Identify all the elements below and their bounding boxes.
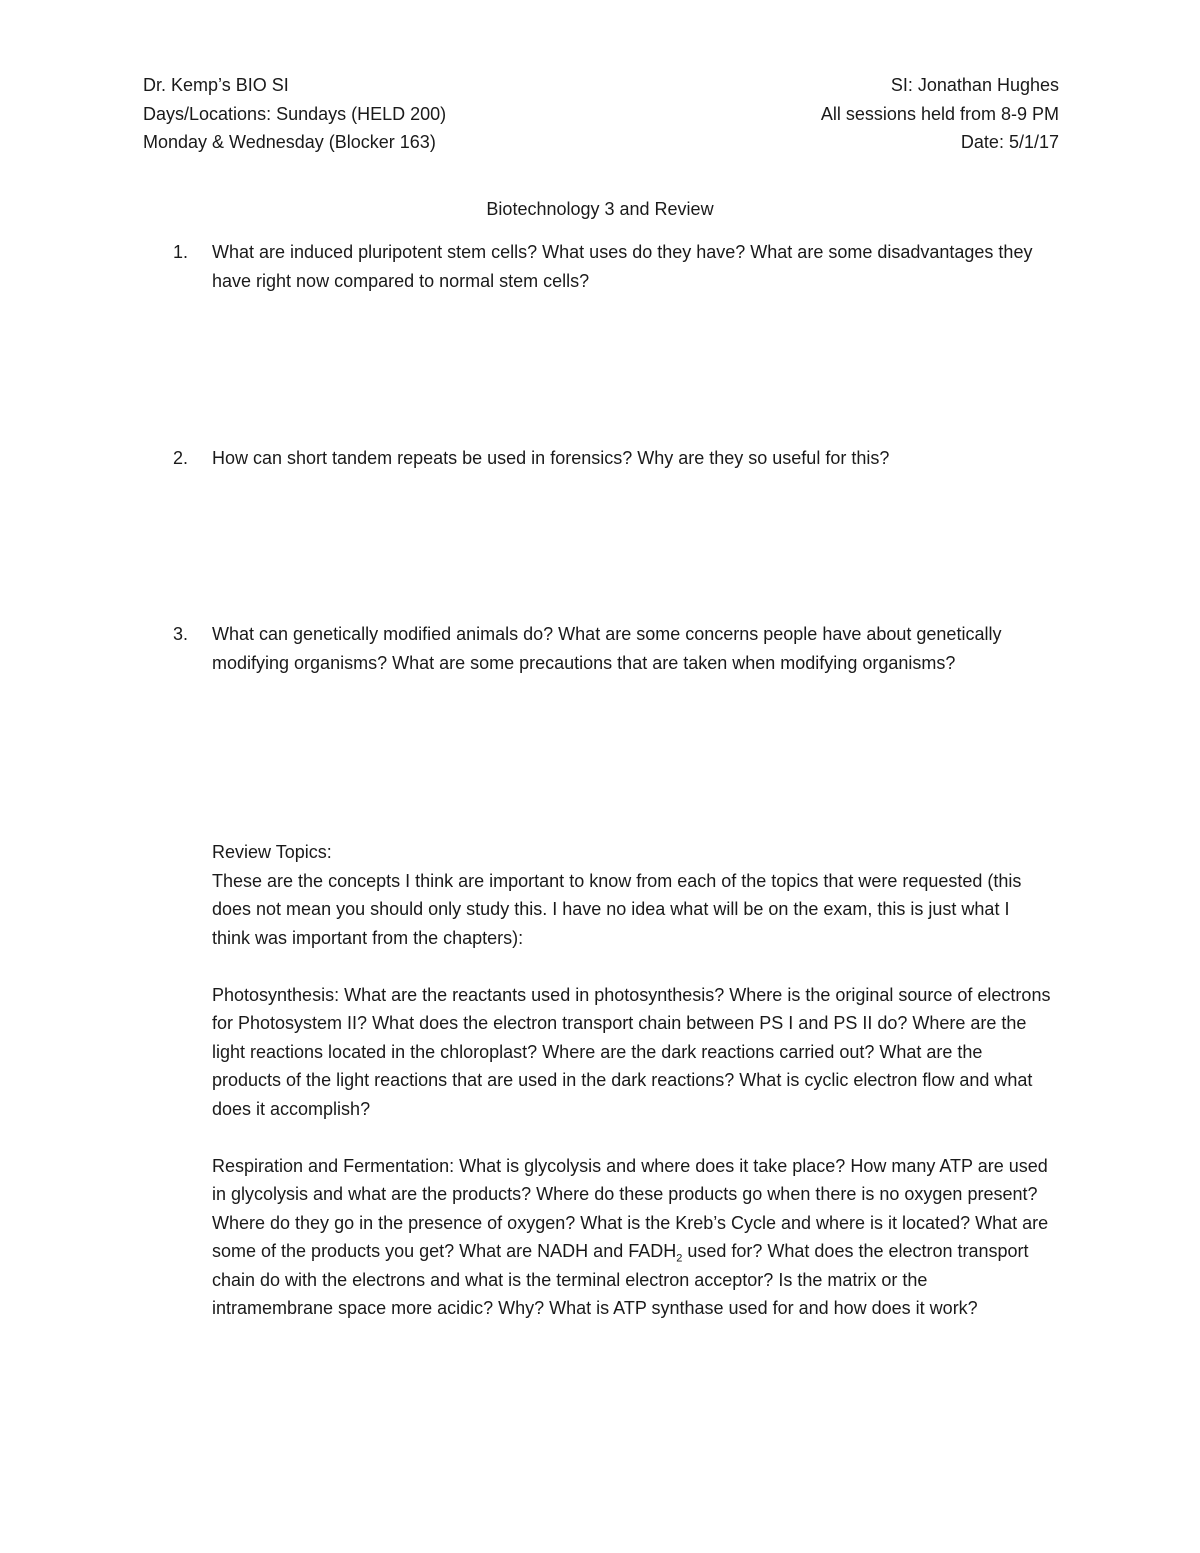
review-heading: Review Topics: (212, 842, 332, 862)
question-text: What can genetically modified animals do? What are some concerns people have about genetically modifying organisms? What are some precautions that are taken when modifying organisms? (212, 624, 1002, 673)
photosynthesis-topic: Photosynthesis: What are the reactants used in photosynthesis? Where is the original source of electrons for Photosystem II? What does the electron transport chain between PS I and PS II do? Where are the light reactions located in the chloroplast? Where are the dark reactions carried out? What are the products of the light reactions that are used in the dark reactions? What is cyclic electron flow and what does it accomplish? (212, 984, 1051, 1119)
question-text: How can short tandem repeats be used in forensics? Why are they so useful for this? (212, 448, 890, 468)
fadh-subscript: 2 (676, 1252, 683, 1265)
course-name: Dr. Kemp’s BIO SI (143, 75, 289, 95)
question-number: 3. (173, 624, 189, 644)
header-left-block (143, 71, 446, 157)
question-number: 1. (173, 242, 189, 262)
document-date: Date: 5/1/17 (960, 132, 1059, 152)
question-text: What are induced pluripotent stem cells? What uses do they have? What are some disadvantages they have right now compared to normal stem cells? (212, 242, 1033, 291)
respiration-topic (212, 1152, 1052, 1323)
respiration-text-part1: Respiration and Fermentation: What is glycolysis and where does it take place? How many ATP are used in glycolysis and what are the products? Where do these products go when there is no oxygen present? Where do they go in the presence of oxygen? What is the Kreb’s Cycle and where is it located? What are some of the products you get? What are NADH and FADH (212, 1155, 1049, 1261)
si-leader: SI: Jonathan Hughes (890, 75, 1059, 95)
question-number: 2. (173, 448, 189, 468)
header-right-block (821, 71, 1059, 157)
review-intro: These are the concepts I think are important to know from each of the topics that were requested (this does not mean you should only study this. I have no idea what will be on the exam, this is just what I think was important from the chapters): (212, 870, 1022, 948)
days-locations: Days/Locations: Sundays (HELD 200) (143, 103, 447, 124)
review-section (212, 838, 1052, 1323)
document-title: Biotechnology 3 and Review (486, 199, 714, 219)
session-hours: All sessions held from 8-9 PM (820, 103, 1059, 124)
weekday-location: Monday & Wednesday (Blocker 163) (143, 132, 436, 152)
respiration-text-part2: used for? What does the electron transport chain do with the electrons and what is the terminal electron acceptor? Is the matrix or the intramembrane space more acidic? Why? What is ATP synthase used for and how does it work? (212, 1241, 1029, 1318)
